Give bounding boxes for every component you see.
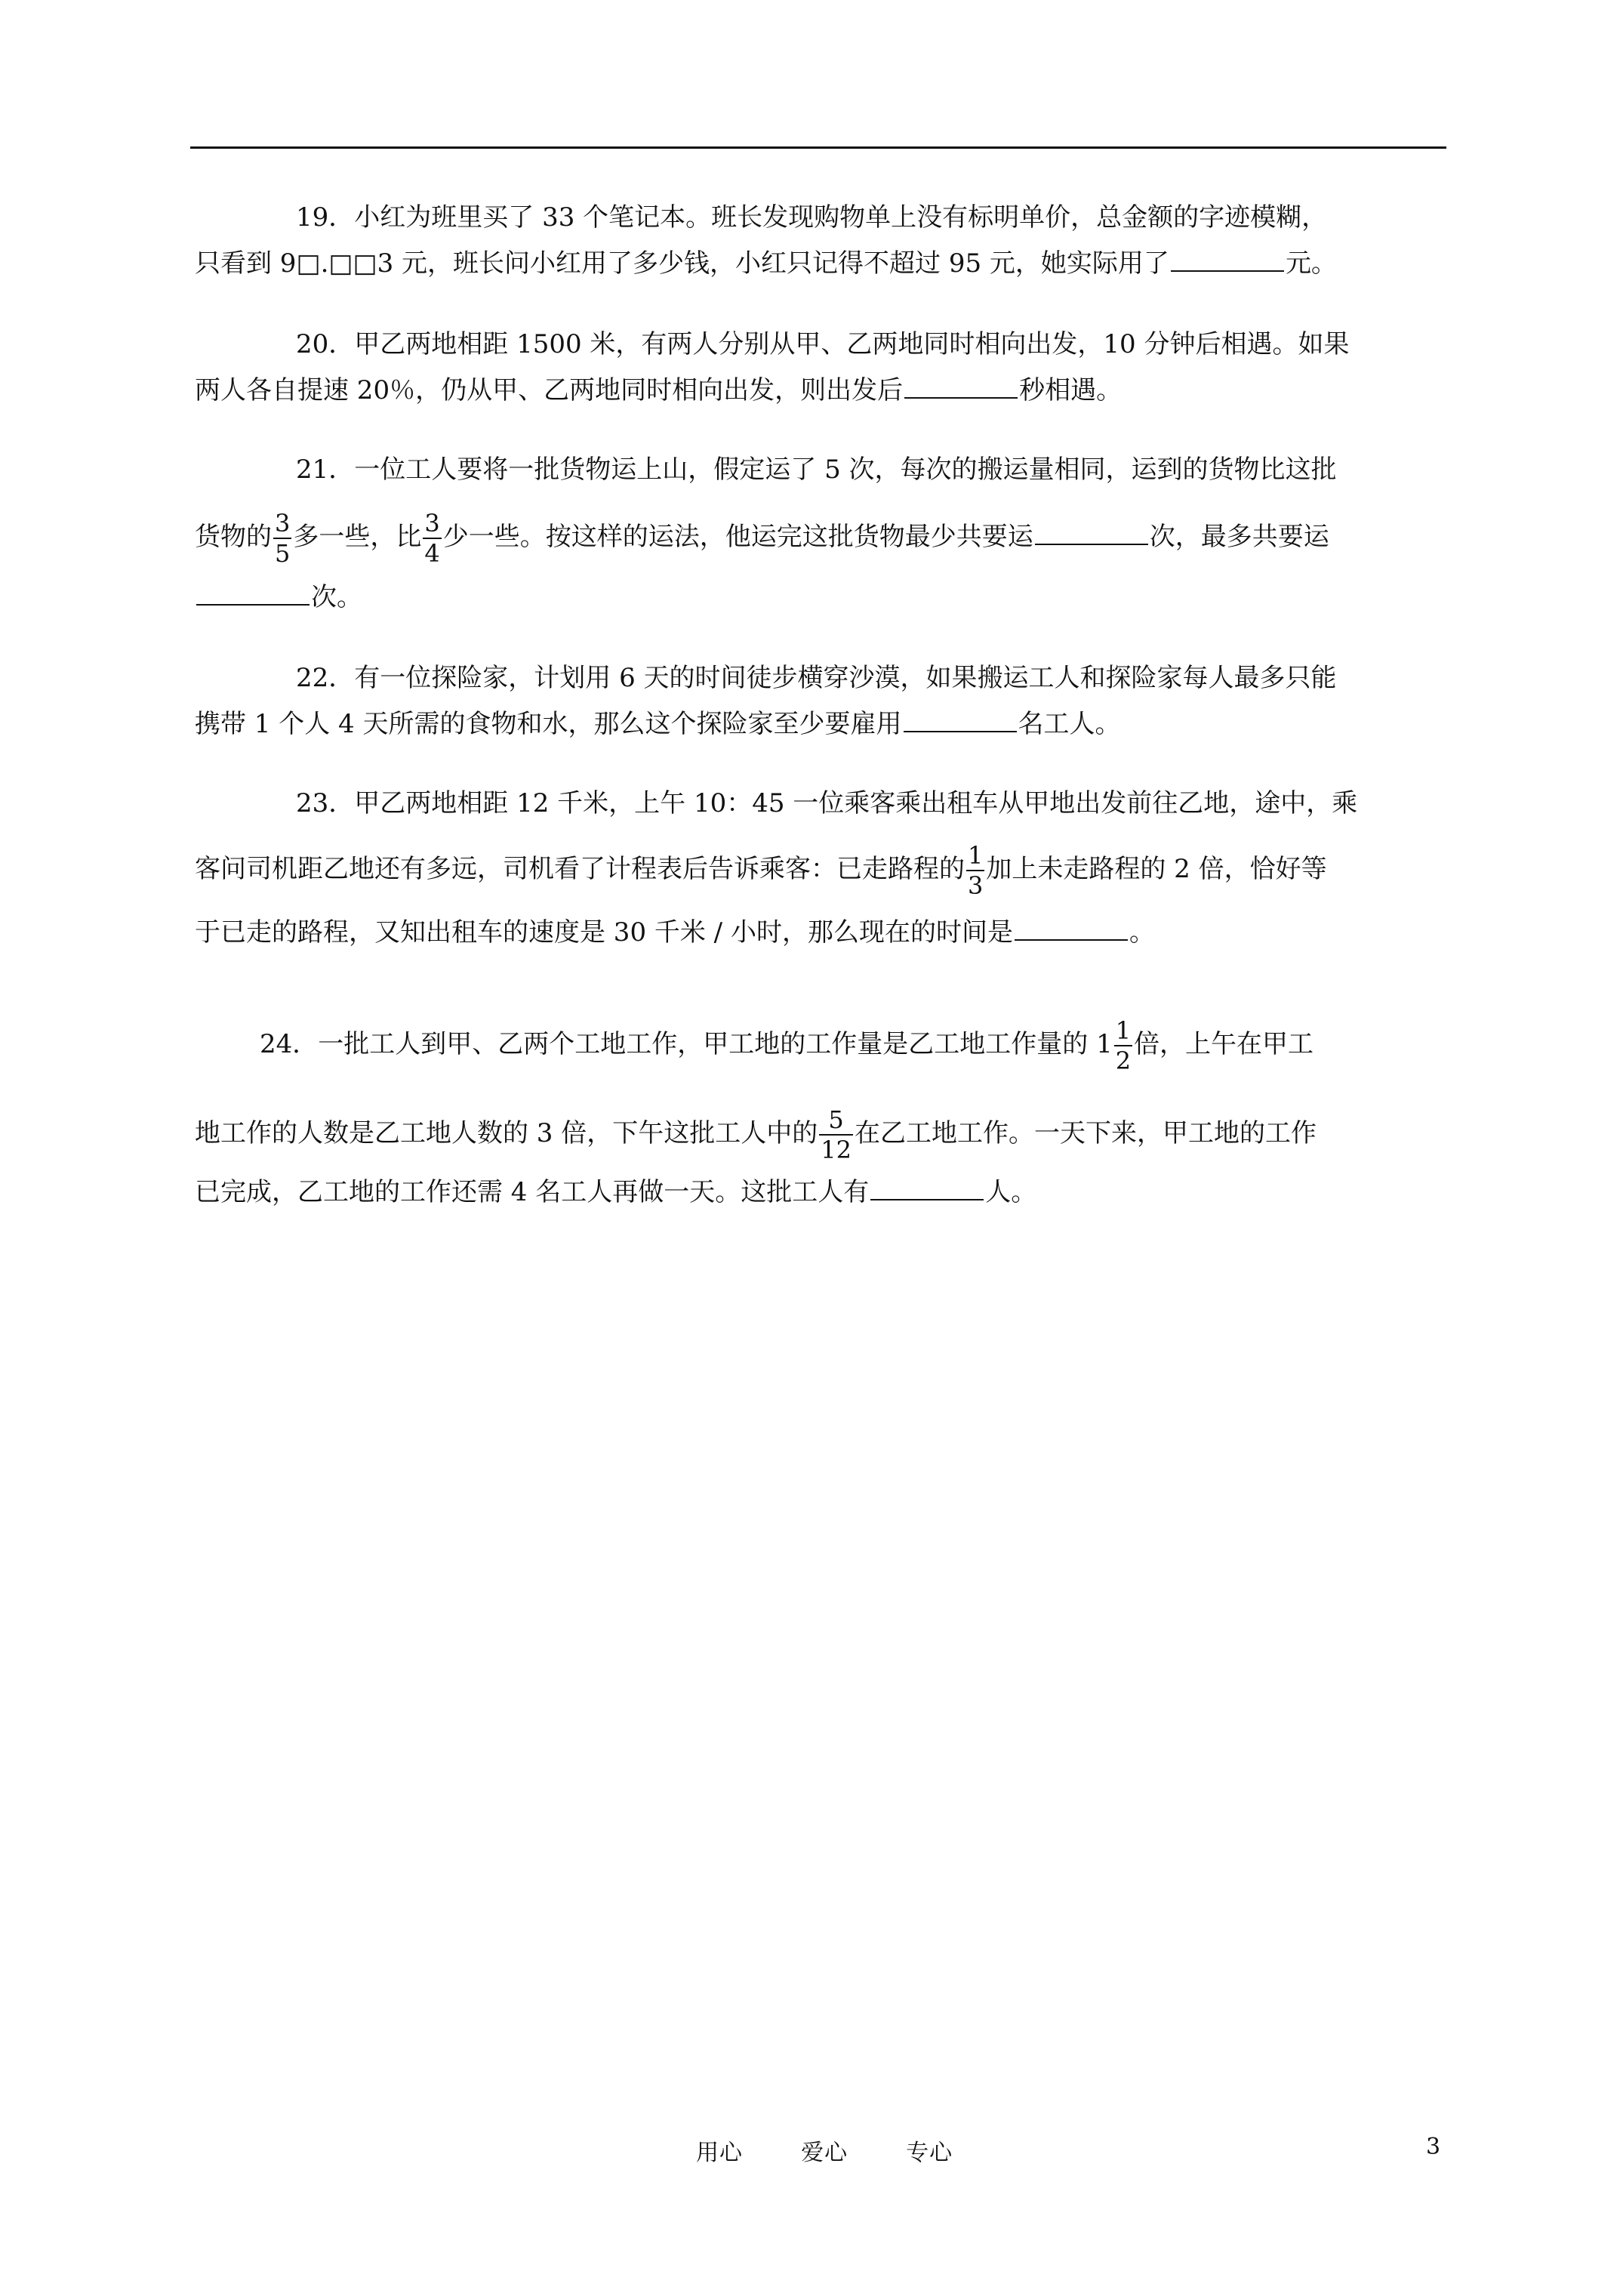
q21-text-2b: 多一些，比 xyxy=(293,522,422,552)
q20-line-1 xyxy=(296,329,1349,359)
q23-text-3-end: 。 xyxy=(1129,917,1155,948)
q20-answer-blank[interactable] xyxy=(904,374,1018,399)
q21-frac2-denominator: 4 xyxy=(424,539,440,568)
q24-frac1-numerator: 1 xyxy=(1115,1016,1132,1045)
q23-frac-denominator: 3 xyxy=(968,871,984,900)
q21-fraction-3-5 xyxy=(273,509,291,568)
q23-text-2a: 客问司机距乙地还有多远，司机看了计程表后告诉乘客：已走路程的 xyxy=(195,854,965,884)
q21-text-2c: 少一些。按这样的运法，他运完这批货物最少共要运 xyxy=(442,522,1033,552)
q24-text-1a: 24．一批工人到甲、乙两个工地工作，甲工地的工作量是乙工地工作量的 1 xyxy=(260,1029,1113,1059)
q22-line-1 xyxy=(296,663,1337,693)
q22-text-2-end: 名工人。 xyxy=(1018,709,1121,739)
q23-frac-numerator: 1 xyxy=(968,841,984,870)
q24-line-1 xyxy=(260,1016,1313,1075)
footer-motto: 用心 爱心 专心 xyxy=(696,2140,953,2166)
q23-text-1: 23．甲乙两地相距 12 千米，上午 10：45 一位乘客乘出租车从甲地出发前往乙地，途中，乘 xyxy=(296,788,1358,818)
q21-frac1-denominator: 5 xyxy=(275,539,291,568)
q23-line-1 xyxy=(296,788,1357,818)
q24-frac2-numerator: 5 xyxy=(819,1105,853,1136)
q20-line-2 xyxy=(195,374,1122,405)
q20-text-1: 20．甲乙两地相距 1500 米，有两人分别从甲、乙两地同时相向出发，10 分钟后相遇。如果 xyxy=(296,329,1350,359)
q21-fraction-3-4 xyxy=(423,509,441,568)
q24-text-2b: 在乙工地工作。一天下来，甲工地的工作 xyxy=(854,1118,1317,1148)
q24-text-3-end: 人。 xyxy=(985,1177,1037,1207)
q21-text-3-end: 次。 xyxy=(311,582,362,612)
q21-frac1-numerator: 3 xyxy=(275,509,291,538)
q19-text-2: 只看到 9□.□□3 元，班长问小红用了多少钱，小红只记得不超过 95 元，她实际用了 xyxy=(195,248,1169,279)
q21-max-answer-blank[interactable] xyxy=(196,581,310,606)
q24-fraction-5-12 xyxy=(819,1105,853,1164)
q19-line-2 xyxy=(195,248,1337,279)
q24-fraction-1-2 xyxy=(1114,1016,1132,1075)
q24-frac2-denominator: 12 xyxy=(821,1136,852,1164)
q19-answer-blank[interactable] xyxy=(1171,248,1284,272)
q24-text-2a: 地工作的人数是乙工地人数的 3 倍，下午这批工人中的 xyxy=(195,1118,818,1148)
q24-answer-blank[interactable] xyxy=(870,1176,984,1200)
page-number: 3 xyxy=(1426,2134,1441,2160)
q23-line-3 xyxy=(195,917,1155,948)
q21-line-3 xyxy=(195,581,362,612)
q22-text-1: 22．有一位探险家，计划用 6 天的时间徒步横穿沙漠，如果搬运工人和探险家每人最多只能 xyxy=(296,663,1337,693)
q21-line-2 xyxy=(195,509,1329,568)
q23-text-3: 于已走的路程，又知出租车的速度是 30 千米 / 小时，那么现在的时间是 xyxy=(195,917,1013,948)
q21-text-2a: 货物的 xyxy=(195,522,272,552)
q22-text-2: 携带 1 个人 4 天所需的食物和水，那么这个探险家至少要雇用 xyxy=(195,709,902,739)
q21-min-answer-blank[interactable] xyxy=(1035,521,1148,545)
q23-fraction-1-3 xyxy=(966,841,984,900)
q19-line-1 xyxy=(296,202,1327,233)
q22-answer-blank[interactable] xyxy=(904,708,1017,732)
q22-line-2 xyxy=(195,708,1121,739)
q24-line-2 xyxy=(195,1105,1317,1164)
q23-answer-blank[interactable] xyxy=(1015,917,1128,941)
q24-line-3 xyxy=(195,1176,1036,1207)
q23-line-2 xyxy=(195,841,1327,900)
q21-line-1 xyxy=(296,455,1337,485)
q24-frac1-denominator: 2 xyxy=(1115,1046,1132,1075)
q21-frac2-numerator: 3 xyxy=(424,509,440,538)
q19-text-2-end: 元。 xyxy=(1285,248,1337,279)
q19-text-1: 19．小红为班里买了 33 个笔记本。班长发现购物单上没有标明单价，总金额的字迹模糊， xyxy=(296,202,1328,233)
q21-text-1: 21．一位工人要将一批货物运上山，假定运了 5 次，每次的搬运量相同，运到的货物比这批 xyxy=(296,455,1337,485)
q20-text-2: 两人各自提速 20％，仍从甲、乙两地同时相向出发，则出发后 xyxy=(195,375,904,405)
header-rule xyxy=(190,146,1446,149)
q23-text-2b: 加上未走路程的 2 倍，恰好等 xyxy=(986,854,1327,884)
q24-text-1b: 倍，上午在甲工 xyxy=(1134,1029,1314,1059)
q24-text-3: 已完成，乙工地的工作还需 4 名工人再做一天。这批工人有 xyxy=(195,1177,870,1207)
q21-text-2d: 次，最多共要运 xyxy=(1149,522,1329,552)
q20-text-2-end: 秒相遇。 xyxy=(1019,375,1123,405)
